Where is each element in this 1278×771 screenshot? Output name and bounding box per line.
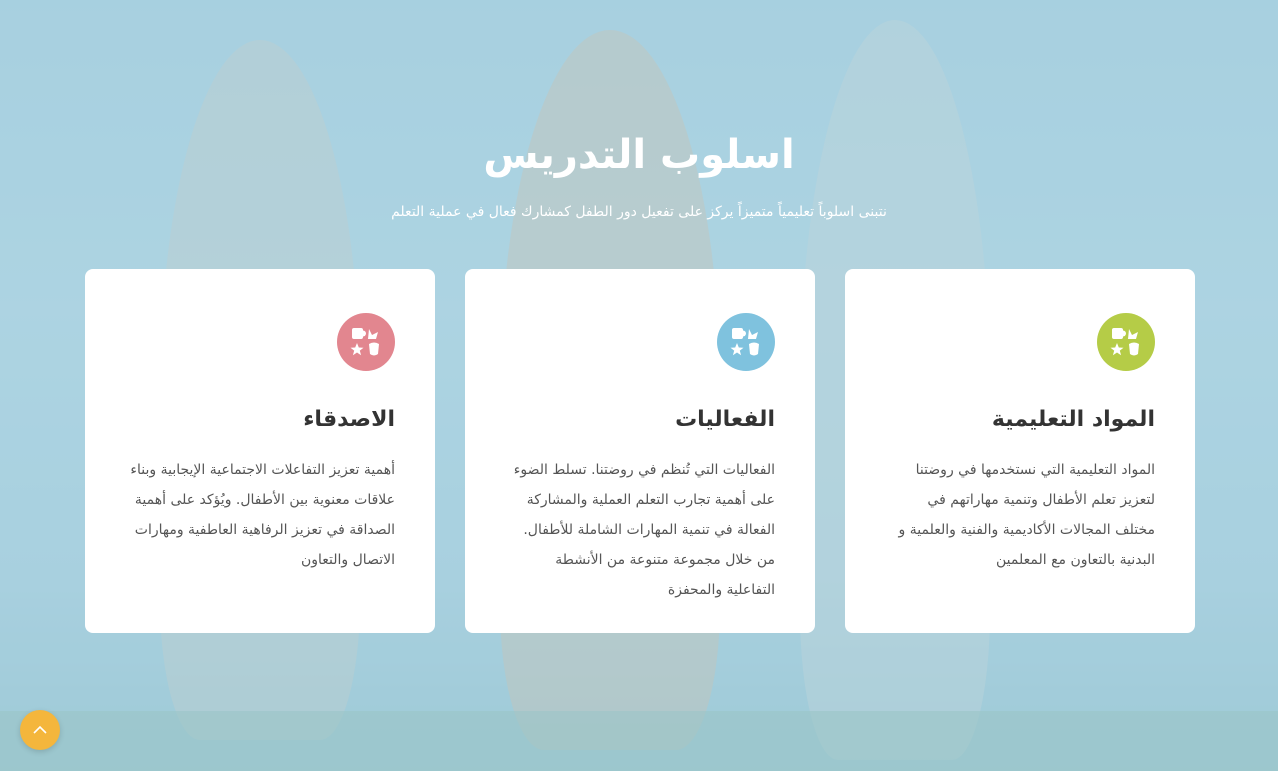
section-title: اسلوب التدريس [483,132,795,178]
card-text: أهمية تعزيز التفاعلات الاجتماعية الإيجابية وبناء علاقات معنوية بين الأطفال. ويُؤكد على أهمية الصداقة في تعزيز الرفاهية العاطفية ومهارات الاتصال والتعاون [130,462,395,568]
section-subtitle: نتبنى اسلوباً تعليمياً متميزاً يركز على تفعيل دور الطفل كمشارك فعال في عملية التعلم [391,204,887,220]
card-title: الاصدقاء [303,407,395,432]
card-text: المواد التعليمية التي نستخدمها في روضتنا لتعزيز تعلم الأطفال وتنمية مهاراتهم في مختلف المجالات الأكاديمية والفنية والعلمية و البدنية بالتعاون مع المعلمين [898,462,1155,568]
chevron-up-icon [31,721,49,739]
kids-activities-icon [337,313,395,371]
card-title: الفعاليات [675,407,775,432]
kids-activities-icon [1097,313,1155,371]
card-title: المواد التعليمية [991,407,1155,432]
feature-card-friends [85,269,435,633]
feature-card-materials [845,269,1195,633]
scroll-to-top-button[interactable] [20,710,60,750]
card-text: الفعاليات التي تُنظم في روضتنا. تسلط الضوء على أهمية تجارب التعلم العملية والمشاركة الفعالة في تنمية المهارات الشاملة للأطفال. من خلال مجموعة متنوعة من الأنشطة التفاعلية والمحفزة [513,462,775,598]
kids-activities-icon [717,313,775,371]
feature-card-activities [465,269,815,633]
